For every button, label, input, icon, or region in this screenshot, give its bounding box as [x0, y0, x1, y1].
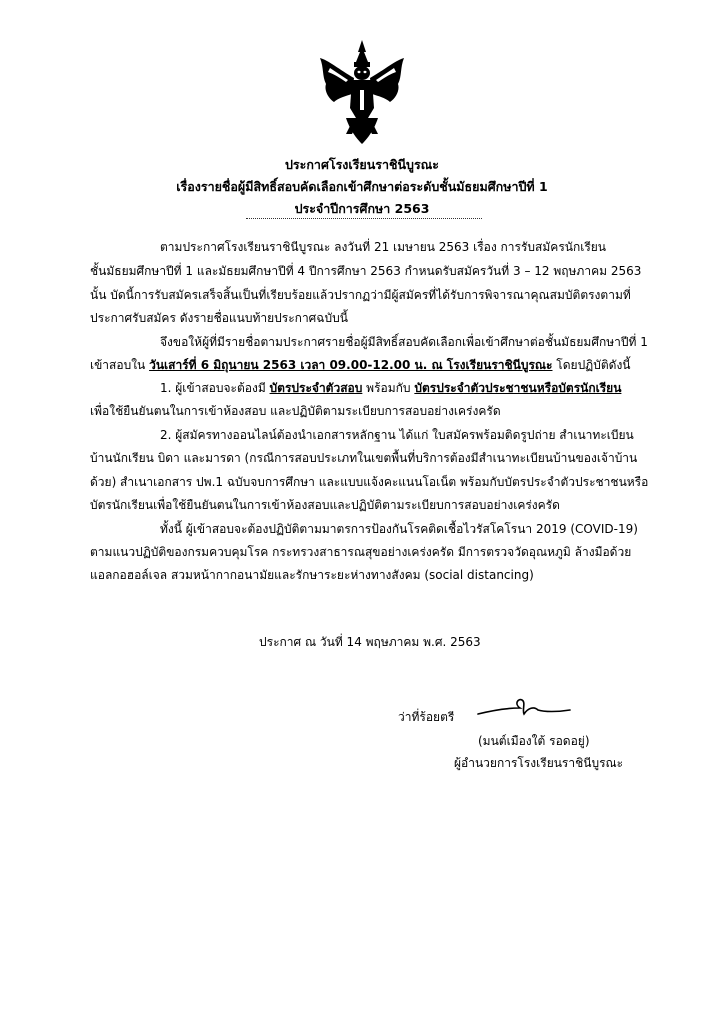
paragraph-3-line-3: แอลกอฮอล์เจล สวมหน้ากากอนามัยและรักษาระยะห่างทางสังคม (social distancing)	[90, 568, 534, 582]
item-2-line-2: บ้านนักเรียน บิดา และมารดา (กรณีการสอบประเภทในเขตพื้นที่บริการต้องมีสำเนาทะเบียนบ้านของเจ้าบ้าน	[90, 451, 638, 465]
id-card: บัตรประจำตัวประชาชนหรือบัตรนักเรียน	[414, 381, 622, 395]
announcement-title: ประกาศโรงเรียนราชินีบูรณะ	[285, 157, 439, 172]
item-1-line-2: เพื่อใช้ยืนยันตนในการเข้าห้องสอบ และปฏิบัติตามระเบียบการสอบอย่างเคร่งครัด	[90, 404, 501, 418]
garuda-emblem-icon	[316, 38, 408, 146]
paragraph-1-line-4: ประกาศรับสมัคร ดังรายชื่อแนบท้ายประกาศฉบับนี้	[90, 311, 348, 325]
document-heading	[90, 154, 634, 220]
announcement-date: ประกาศ ณ วันที่ 14 พฤษภาคม พ.ศ. 2563	[259, 635, 481, 649]
announcement-subject: เรื่องรายชื่อผู้มีสิทธิ์สอบคัดเลือกเข้าศึกษาต่อระดับชั้นมัธยมศึกษาปีที่ 1	[176, 179, 548, 194]
exam-instructions-lead: โดยปฏิบัติดังนี้	[552, 358, 631, 372]
heading-divider	[246, 218, 482, 219]
item-1-mid: พร้อมกับ	[362, 381, 415, 395]
item-1-pre: 1. ผู้เข้าสอบจะต้องมี	[160, 381, 270, 395]
paragraph-2-line-2	[90, 354, 631, 376]
paragraph-1-line-3: นั้น บัดนี้การรับสมัครเสร็จสิ้นเป็นที่เรียบร้อยแล้วปรากฏว่ามีผู้สมัครที่ได้รับการพิจารณาคุณสมบัติตรงตามที่	[90, 288, 631, 302]
exam-card: บัตรประจำตัวสอบ	[269, 381, 363, 395]
exam-intro: เข้าสอบใน	[90, 358, 150, 372]
signer-rank: ว่าที่ร้อยตรี	[398, 710, 455, 724]
signer-name: (มนต์เมืองใต้ รอดอยู่)	[478, 734, 590, 748]
paragraph-3-line-2: ตามแนวปฏิบัติของกรมควบคุมโรค กระทรวงสาธารณสุขอย่างเคร่งครัด มีการตรวจวัดอุณหภูมิ ล้างมือด้วย	[90, 545, 632, 559]
paragraph-2-line-1: จึงขอให้ผู้ที่มีรายชื่อตามประกาศรายชื่อผู้มีสิทธิ์สอบคัดเลือกเพื่อเข้าศึกษาต่อชั้นมัธยมศึกษาปีที่ 1	[160, 335, 648, 349]
paragraph-3-line-1: ทั้งนี้ ผู้เข้าสอบจะต้องปฏิบัติตามมาตรการป้องกันโรคติดเชื้อไวรัสโคโรนา 2019 (COVID-19)	[160, 522, 638, 536]
exam-date: วันเสาร์ที่ 6 มิถุนายน 2563 เวลา 09.00-12.00 น. ณ โรงเรียนราชินีบูรณะ	[149, 358, 553, 372]
item-2-line-3: ด้วย) สำเนาเอกสาร ปพ.1 ฉบับจบการศึกษา และแบบแจ้งคะแนนโอเน็ต พร้อมกับบัตรประจำตัวประชาชนหรือ	[90, 475, 649, 489]
paragraph-1-line-1: ตามประกาศโรงเรียนราชินีบูรณะ ลงวันที่ 21 เมษายน 2563 เรื่อง การรับสมัครนักเรียน	[160, 240, 607, 254]
academic-year: ประจำปีการศึกษา 2563	[294, 201, 430, 216]
item-1-line-1	[160, 377, 621, 399]
signature-icon	[474, 694, 574, 724]
signer-position: ผู้อำนวยการโรงเรียนราชินีบูรณะ	[454, 756, 624, 770]
paragraph-1-line-2: ชั้นมัธยมศึกษาปีที่ 1 และมัธยมศึกษาปีที่ 4 ปีการศึกษา 2563 กำหนดรับสมัครวันที่ 3 – 12 พฤษภาคม 2563	[90, 264, 642, 278]
item-2-line-1: 2. ผู้สมัครทางออนไลน์ต้องนำเอกสารหลักฐาน ได้แก่ ใบสมัครพร้อมติดรูปถ่าย สำเนาทะเบียน	[160, 428, 634, 442]
item-2-line-4: บัตรนักเรียนเพื่อใช้ยืนยันตนในการเข้าห้องสอบและปฏิบัติตามระเบียบการสอบอย่างเคร่งครัด	[90, 498, 560, 512]
